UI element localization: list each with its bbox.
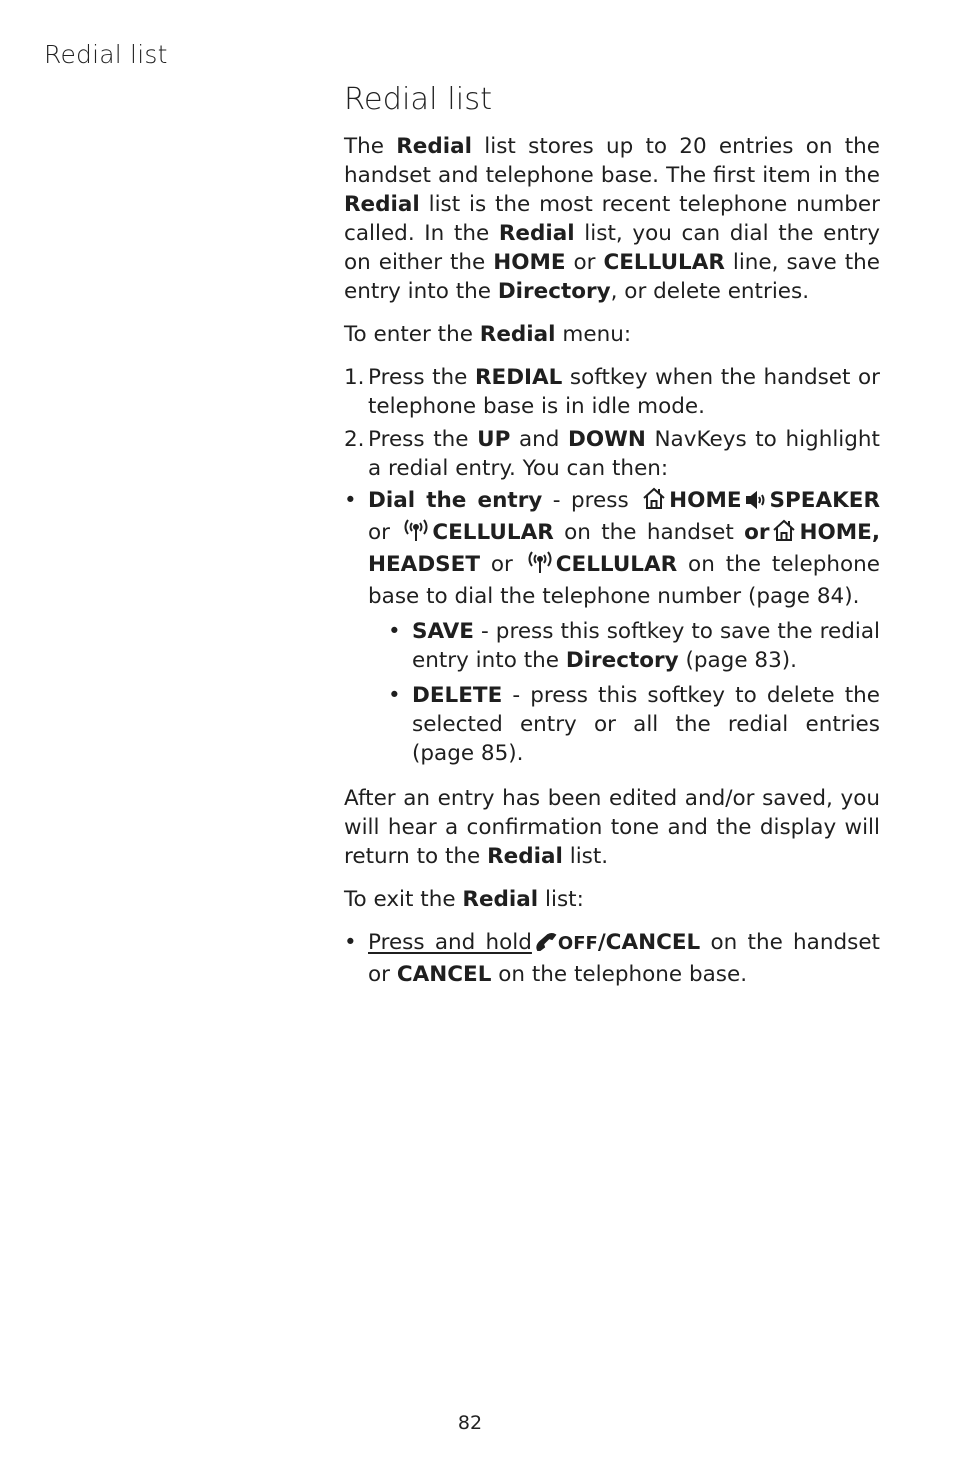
phone-off-icon bbox=[535, 931, 557, 960]
dial-entry-bold-headset: HEADSET bbox=[368, 552, 481, 577]
sub-item-delete bbox=[344, 681, 880, 768]
step-1-bold-redial: REDIAL bbox=[474, 365, 563, 390]
save-bold-directory: Directory bbox=[565, 648, 679, 673]
dial-entry-label: Dial the entry bbox=[368, 488, 543, 513]
dial-entry-item bbox=[344, 486, 880, 611]
bullet: • bbox=[344, 488, 357, 513]
home-icon bbox=[772, 518, 796, 550]
intro-bold-redial-2: Redial bbox=[344, 192, 420, 217]
step-number: 2. bbox=[344, 427, 365, 452]
step-number: 1. bbox=[344, 365, 365, 390]
exit-bold-redial: Redial bbox=[462, 887, 539, 912]
page-number: 82 bbox=[457, 1412, 483, 1434]
enter-menu-paragraph bbox=[344, 320, 880, 349]
section-title: Redial list bbox=[344, 82, 493, 117]
dial-entry-text-2: or bbox=[368, 520, 401, 545]
dial-entry-text-1: - press bbox=[542, 488, 640, 513]
bullet: • bbox=[388, 619, 401, 644]
main-content bbox=[344, 80, 880, 989]
after-edit-bold-redial: Redial bbox=[487, 844, 563, 869]
enter-bold-redial: Redial bbox=[479, 322, 556, 347]
step-1-text-1: Press the bbox=[368, 365, 475, 390]
exit-item-text-1: on the handset or bbox=[368, 930, 880, 987]
cellular-antenna-icon bbox=[403, 518, 429, 550]
intro-text-3: list is the most recent telephone number called. In the bbox=[344, 192, 880, 246]
press-and-hold-text: Press and hold bbox=[368, 930, 532, 955]
home-icon bbox=[642, 486, 666, 518]
save-text-2: (page 83). bbox=[678, 648, 797, 673]
after-edit-text-1: After an entry has been edited and/or saved, you will hear a confirmation tone and the display will return to the bbox=[344, 786, 880, 869]
step-2-text-2: and bbox=[510, 427, 569, 452]
save-label: SAVE bbox=[412, 619, 474, 644]
step-2-text-3: NavKeys to highlight a redial entry. You can then: bbox=[368, 427, 880, 481]
intro-bold-cellular: CELLULAR bbox=[603, 250, 725, 275]
step-2 bbox=[344, 425, 880, 483]
dial-entry-text-4: or bbox=[480, 552, 524, 577]
intro-text-2: list stores up to 20 entries on the handset and telephone base. The first item in the bbox=[344, 134, 881, 188]
dial-entry-text-3: on the handset bbox=[553, 520, 745, 545]
intro-text-7: , or delete entries. bbox=[610, 279, 810, 304]
dial-entry-text-5: on the telephone base to dial the telephone number (page 84). bbox=[368, 552, 880, 609]
intro-bold-directory: Directory bbox=[497, 279, 611, 304]
enter-text-1: To enter the bbox=[344, 322, 480, 347]
step-2-text-1: Press the bbox=[368, 427, 478, 452]
bullet: • bbox=[344, 930, 357, 955]
delete-label: DELETE bbox=[412, 683, 503, 708]
exit-bold-cancel-base: CANCEL bbox=[396, 962, 492, 987]
after-edit-paragraph bbox=[344, 784, 880, 871]
exit-bold-cancel: /CANCEL bbox=[597, 930, 701, 955]
enter-text-2: menu: bbox=[555, 322, 632, 347]
step-2-bold-up: UP bbox=[477, 427, 511, 452]
dial-entry-bold-or: or bbox=[744, 520, 770, 545]
delete-text-1: - press this softkey to delete the selected entry or all the redial entries (page 85). bbox=[412, 683, 880, 766]
dial-entry-bold-cellular-base: CELLULAR bbox=[555, 552, 678, 577]
exit-text-1: To exit the bbox=[344, 887, 463, 912]
speaker-icon bbox=[745, 489, 767, 518]
exit-item-text-2: on the telephone base. bbox=[491, 962, 748, 987]
after-edit-text-2: list. bbox=[562, 844, 609, 869]
sub-item-save bbox=[344, 617, 880, 675]
intro-text-1: The bbox=[344, 134, 397, 159]
save-text-1: - press this softkey to save the redial entry into the bbox=[412, 619, 880, 673]
cellular-antenna-icon bbox=[527, 550, 553, 582]
dial-entry-bold-speaker: SPEAKER bbox=[769, 488, 881, 513]
step-2-bold-down: DOWN bbox=[568, 427, 646, 452]
intro-text-6: line, save the entry into the bbox=[344, 250, 880, 304]
exit-intro-paragraph bbox=[344, 885, 880, 914]
step-1-text-2: softkey when the handset or telephone base is in idle mode. bbox=[368, 365, 880, 419]
exit-text-2: list: bbox=[538, 887, 584, 912]
intro-bold-home: HOME bbox=[493, 250, 566, 275]
dial-entry-bold-cellular: CELLULAR bbox=[432, 520, 554, 545]
intro-text-4: list, you can dial the entry on either the bbox=[344, 221, 880, 275]
bullet: • bbox=[388, 683, 401, 708]
intro-bold-redial-1: Redial bbox=[396, 134, 473, 159]
step-1 bbox=[344, 363, 880, 421]
intro-paragraph bbox=[344, 132, 880, 306]
running-header: Redial list bbox=[44, 40, 168, 69]
intro-text-5: or bbox=[565, 250, 604, 275]
dial-entry-bold-home-base: HOME, bbox=[799, 520, 880, 545]
exit-bold-off: OFF bbox=[557, 933, 598, 954]
exit-item bbox=[344, 928, 880, 989]
intro-bold-redial-3: Redial bbox=[498, 221, 575, 246]
dial-entry-bold-home: HOME bbox=[669, 488, 742, 513]
